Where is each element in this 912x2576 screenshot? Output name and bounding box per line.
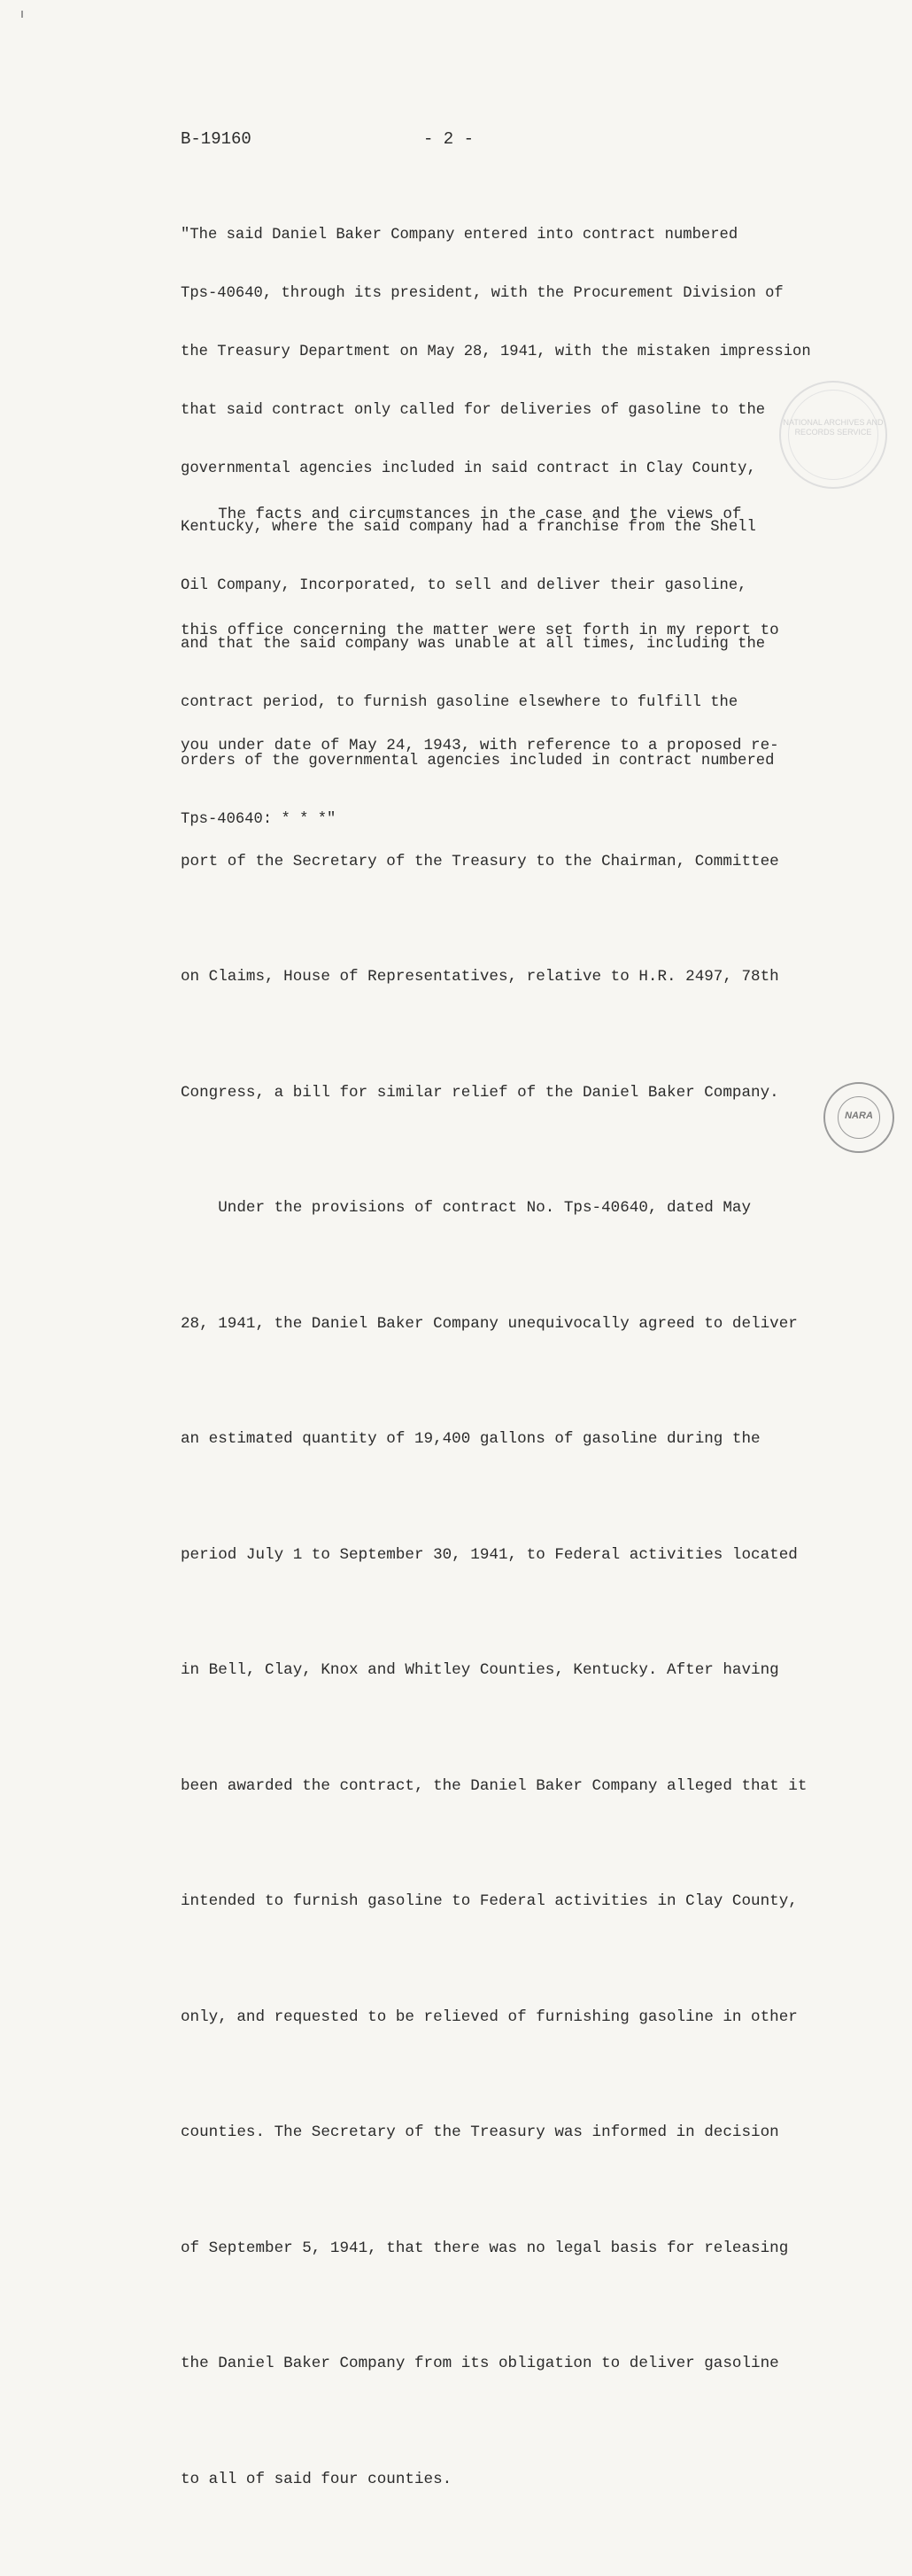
scan-mark: [21, 11, 23, 18]
body-line: The facts and circumstances in the case and the views of: [181, 506, 742, 523]
quote-line: the Treasury Department on May 28, 1941, with the mistaken impression: [181, 344, 811, 360]
library-seal: [823, 1082, 894, 1153]
page-number: - 2 -: [423, 129, 475, 149]
quote-line: that said contract only called for deliveries of gasoline to the: [181, 402, 766, 419]
quote-line: and that the said company was unable at all times, including the: [181, 636, 766, 653]
quote-line: Kentucky, where the said company had a franchise from the Shell: [181, 519, 756, 536]
body-line: to all of said four counties.: [181, 2470, 452, 2488]
archive-stamp: [779, 381, 887, 489]
body-line: in Bell, Clay, Knox and Whitley Counties, Kentucky. After having: [181, 1661, 779, 1679]
body-line: intended to furnish gasoline to Federal activities in Clay County,: [181, 1892, 798, 1910]
body-line: counties. The Secretary of the Treasury was informed in decision: [181, 2123, 779, 2141]
body-line: Congress, a bill for similar relief of the Daniel Baker Company.: [181, 1083, 779, 1102]
quote-line: Oil Company, Incorporated, to sell and deliver their gasoline,: [181, 577, 747, 594]
body-line: port of the Secretary of the Treasury to the Chairman, Committee: [181, 852, 779, 870]
body-line: period July 1 to September 30, 1941, to Federal activities located: [181, 1545, 798, 1564]
quote-line: Tps-40640, through its president, with the Procurement Division of: [181, 285, 784, 302]
file-number: B-19160: [181, 129, 251, 149]
quote-line: contract period, to furnish gasoline elsewhere to fulfill the: [181, 694, 738, 711]
body-line: the Daniel Baker Company from its obligation to deliver gasoline: [181, 2355, 779, 2372]
quote-line: "The said Daniel Baker Company entered into contract numbered: [181, 227, 738, 244]
body-line: 28, 1941, the Daniel Baker Company unequivocally agreed to deliver: [181, 1314, 798, 1333]
body-line: only, and requested to be relieved of furnishing gasoline in other: [181, 2007, 798, 2026]
seal-label: NARA: [845, 1110, 873, 1121]
body-line: Under the provisions of contract No. Tps-40640, dated May: [181, 1199, 752, 1217]
body-line: this office concerning the matter were set forth in my report to: [181, 621, 779, 639]
body-line: an estimated quantity of 19,400 gallons of gasoline during the: [181, 1430, 761, 1448]
quote-line: governmental agencies included in said contract in Clay County,: [181, 460, 756, 477]
page-header: [181, 129, 747, 154]
body-line: you under date of May 24, 1943, with reference to a proposed re-: [181, 737, 779, 754]
letter-body: [181, 419, 827, 2576]
quote-line: Tps-40640: * * *": [181, 811, 336, 828]
body-line: been awarded the contract, the Daniel Baker Company alleged that it: [181, 1776, 808, 1795]
body-line: of September 5, 1941, that there was no legal basis for releasing: [181, 2239, 789, 2257]
body-line: on Claims, House of Representatives, relative to H.R. 2497, 78th: [181, 968, 779, 986]
stamp-label: NATIONAL ARCHIVES AND RECORDS SERVICE: [783, 418, 884, 437]
quote-line: orders of the governmental agencies included in contract numbered: [181, 753, 775, 770]
